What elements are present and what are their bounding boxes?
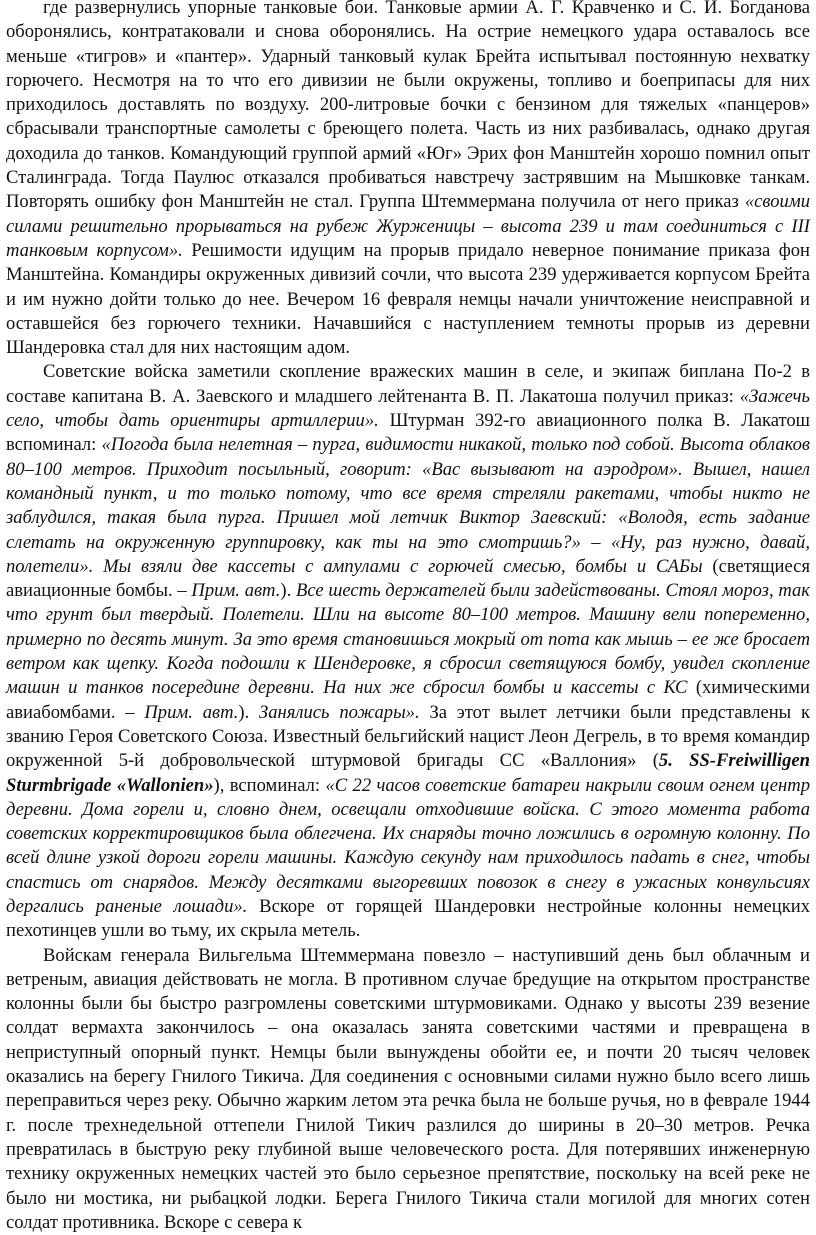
text-segment: ). — [238, 701, 260, 723]
text-segment: Вскоре от горящей Шандеровки нестройные колонны немецких пехотинцев ушли во тьму, их скрыла метель. — [6, 895, 810, 942]
text-segment: Решимости идущим на прорыв придало неверное понимание приказа фон Манштейна. Командиры окруженных дивизий сочли, что высота 239 удерживается корпусом Брейта и им нужно дойти только до нее. Вечером 16 февраля немцы начали уничтожение неисправной и оставшейся без горючего техники. Начавшийся с наступлением темноты прорыв из деревни Шандеровка стал для них настоящим адом. — [6, 239, 810, 359]
text-segment: Штурман 392-го авиационного полка В. Лакатош вспоминал: — [6, 410, 810, 456]
text-segment: (светящиеся авиационные бомбы. – — [6, 555, 810, 602]
text-segment: Войскам генерала Вильгельма Штеммермана повезло – наступивший день был облачным и ветреным, авиация действовать не могла. В противном случае бредущие на открытом пространстве колонны были бы быстро разгромлены советскими штурмовиками. Однако у высоты 239 везение солдат вермахта закончилось – она оказалась занята советскими частями и превращена в неприступный опорный пункт. Немцы были вынуждены обойти ее, и почти 20 тысяч человек оказались на берегу Гнилого Тикича. Для соединения с основными силами нужно было всего лишь переправиться через реку. Обычно жарким летом эта речка была не больше ручья, но в феврале 1944 г. после трехнедельной оттепели Гнилой Тикич разлился до ширины в 20–30 метров. Речка превратилась в быструю реку глубиной выше человеческого роста. Для потерявших инженерную технику окруженных немецких частей это было серьезное препятствие, поскольку на всей реке не было ни мостика, ни рыбацкой лодки. Берега Гнилого Тикича стали могилой для многих сотен солдат противника. Вскоре с севера к — [6, 944, 810, 1233]
quote-segment: «С 22 часов советские батареи накрыли своим огнем центр деревни. Дома горели и, словно днем, освещали отходившие войска. С этого момента работа советских корректировщиков была облегчена. Их снаряды точно ложились в огромную колонну. По всей длине узкой дороги горели машины. Каждую секунду нам приходилось падать в снег, чтобы спастись от снарядов. Между десятками выгоревших повозок в снегу в ужасных конвульсиях дергались раненые лошади». — [6, 774, 810, 917]
text-segment: ), вспоминал: — [213, 774, 326, 796]
text-segment: За этот вылет летчики были представлены к званию Героя Советского Союза. Известный бельгийский нацист Леон Дегрель, в то время командир окруженной 5-й добровольческой штурмовой бригады СС «Валлония» ( — [6, 701, 810, 772]
quote-segment: Все шесть держателей были задействованы. Стоял мороз, так что грунт был твердый. Полетели. Шли на высоте 80–100 метров. Машину вели попеременно, примерно по десять минут. За это время становишься мокрый от пота как мышь – ее же бросает ветром как щепку. Когда подошли к Шендеровке, я сбросил светящуюся бомбу, увидел скопление машин и танков посередине деревни. На них же сбросил бомбы и кассеты с КС — [6, 580, 810, 699]
quote-segment: «своими силами решительно прорываться на рубеж Журженицы – высота 239 и там соединиться с III танковым корпусом». — [6, 191, 810, 261]
text-segment: ). — [280, 580, 296, 602]
quote-segment: «Погода была нелетная – пурга, видимости никакой, только под собой. Высота облаков 80–100 метров. Приходит посыльный, говорит: «Вас вызывают на аэродром». Вышел, нашел командный пункт, и то только потому, что все время стреляли ракетами, чтобы никто не заблудился, такая была пурга. Пришел мой летчик Виктор Заевский: «Володя, есть задание слетать на окруженную группировку, как ты на это смотришь?» – «Ну, раз нужно, давай, полетели». Мы взяли две кассеты с ампулами с горючей смесью, бомбы и САБы — [6, 434, 810, 577]
quote-segment: «Зажечь село, чтобы дать ориентиры артиллерии». — [6, 385, 810, 432]
author-note: Прим. авт. — [144, 701, 239, 723]
paragraph-1 — [6, 0, 810, 360]
text-segment: (химическими авиабомбами. – — [6, 677, 810, 723]
author-note: Прим. авт. — [191, 580, 281, 602]
text-segment: где развернулись упорные танковые бои. Танковые армии А. Г. Кравченко и С. И. Богданова оборонялись, контратаковали и снова оборонялись. На острие немецкого удара оставалось все меньше «тигров» и «пантер». Ударный танковый кулак Брейта испытывал постоянную нехватку горючего. Несмотря на то что его дивизии не были окружены, топливо и боеприпасы для них приходилось доставлять по воздуху. 200-литровые бочки с бензином для тяжелых «панцеров» сбрасывали транспортные самолеты с бреющего полета. Часть из них разбивалась, однако другая доходила до танков. Командующий группой армий «Юг» Эрих фон Манштейн хорошо помнил опыт Сталинграда. Тогда Паулюс отказался пробиваться навстречу застрявшим на Мышковке танкам. Повторять ошибку фон Манштейн не стал. Группа Штеммермана получила от него приказ — [6, 0, 810, 213]
paragraph-3 — [6, 944, 810, 1235]
unit-name: 5. SS-Freiwilligen Sturmbrigade «Wallonien» — [6, 750, 810, 796]
paragraph-2 — [6, 360, 810, 943]
text-segment: Советские войска заметили скопление вражеских машин в селе, и экипаж биплана По-2 в составе капитана В. А. Заевского и младшего лейтенанта В. П. Лакатоша получил приказ: — [6, 361, 810, 407]
quote-segment: Занялись пожары». — [259, 701, 420, 723]
